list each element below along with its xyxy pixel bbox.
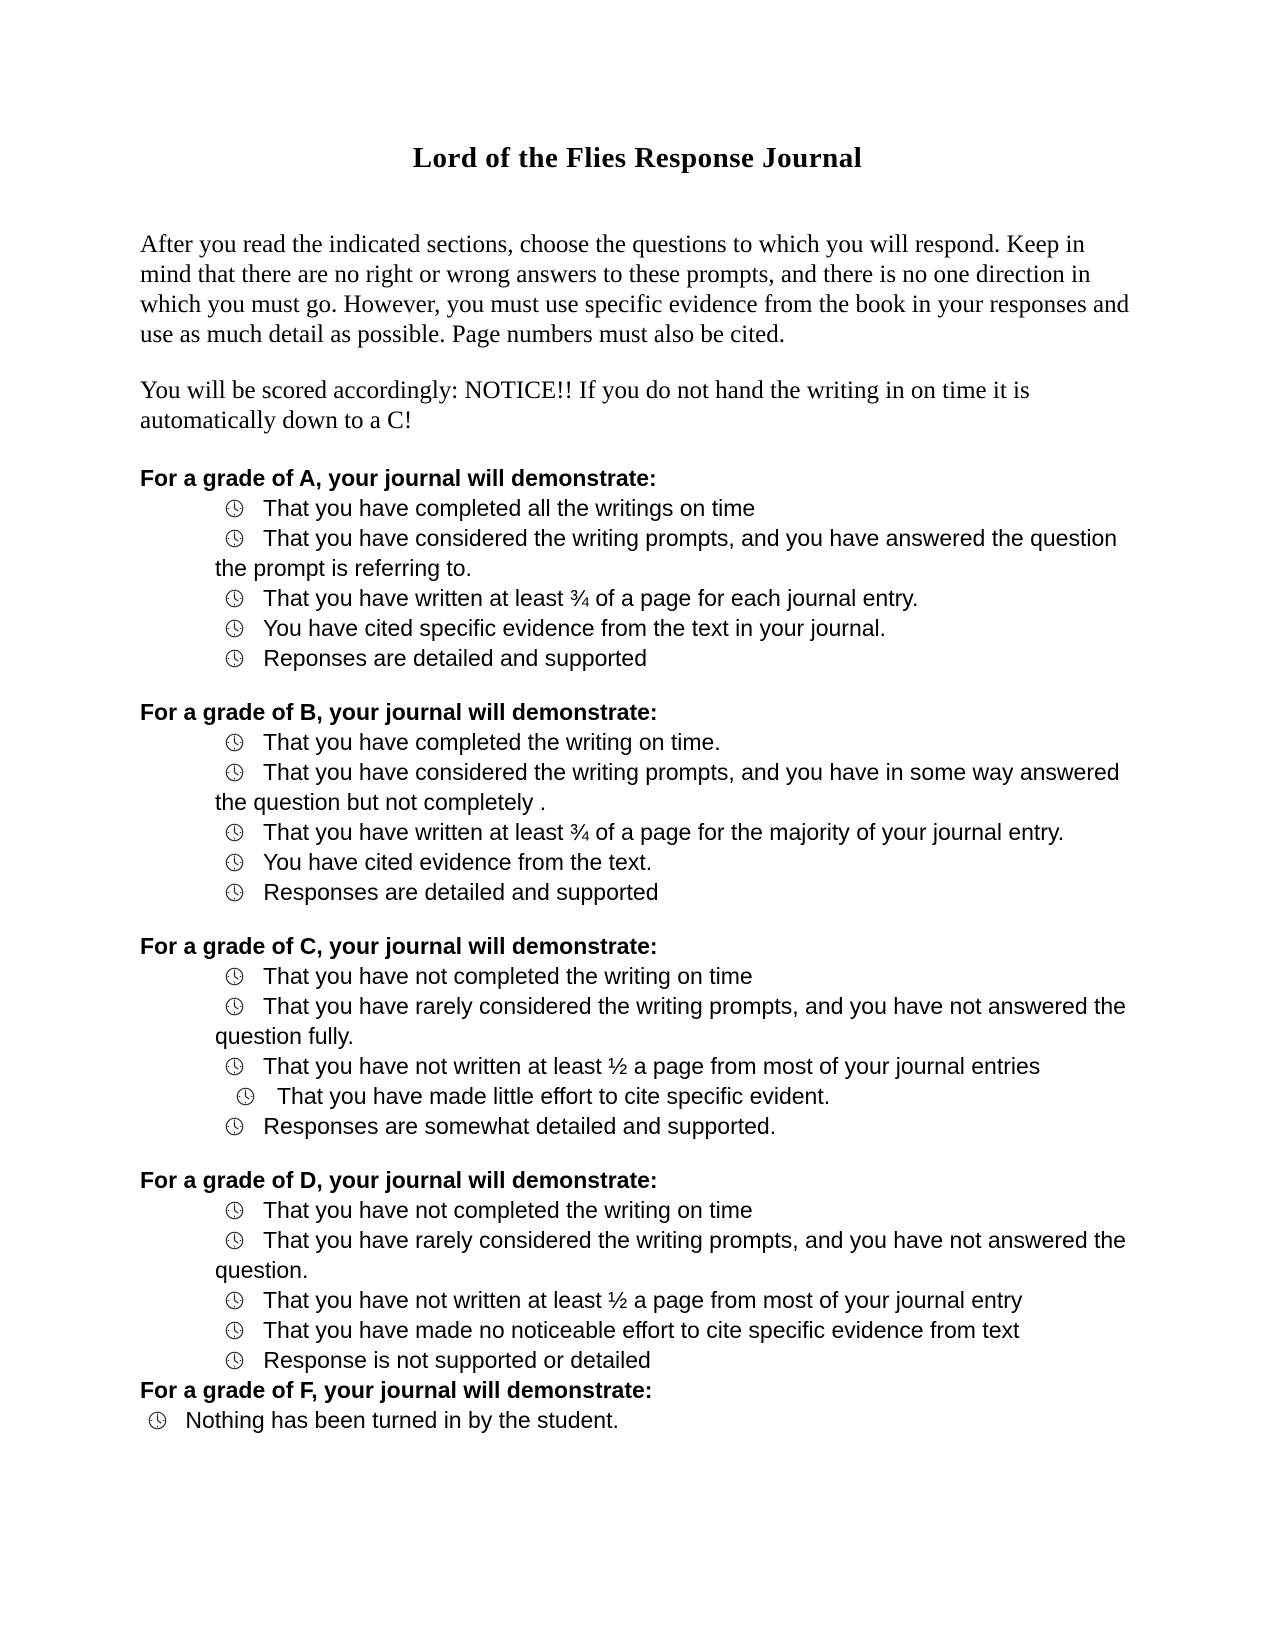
clock-bullet-icon: [225, 1351, 244, 1370]
criteria-item: [215, 961, 1135, 991]
clock-bullet-icon: [225, 733, 244, 752]
grade-c-heading: For a grade of C, your journal will demonstrate:: [140, 933, 658, 959]
grade-a-heading: For a grade of A, your journal will demonstrate:: [140, 465, 657, 491]
criteria-item-text: You have cited specific evidence from the text in your journal.: [262, 615, 887, 641]
criteria-item-text: That you have made no noticeable effort to cite specific evidence from text: [262, 1317, 1020, 1343]
intro-paragraph: After you read the indicated sections, choose the questions to which you will respond. Keep in mind that there are no right or wrong answers to these prompts, and there is no one direction in which you must go. However, you must use specific evidence from the book in your responses and use as much detail as possible. Page numbers must also be cited.: [140, 231, 1130, 348]
criteria-item: [215, 1081, 1135, 1111]
grade-c-criteria-list: [140, 961, 1135, 1141]
clock-bullet-icon: [225, 589, 244, 608]
criteria-item: [215, 1225, 1135, 1285]
criteria-item-text: That you have not completed the writing on time: [262, 1197, 753, 1223]
criteria-item-text: That you have considered the writing prompts, and you have in some way answered the question but not completely .: [215, 759, 1120, 815]
criteria-item-text: That you have not completed the writing on time: [262, 963, 753, 989]
clock-bullet-icon: [225, 1057, 244, 1076]
criteria-item-text: Reponses are detailed and supported: [263, 645, 648, 671]
criteria-item-text: That you have made little effort to cite specific evident.: [276, 1083, 831, 1109]
clock-bullet-icon: [225, 997, 244, 1016]
criteria-item: [215, 1315, 1135, 1345]
clock-bullet-icon: [225, 1321, 244, 1340]
clock-bullet-icon: [225, 499, 244, 518]
clock-bullet-icon: [148, 1411, 167, 1430]
clock-bullet-icon: [225, 763, 244, 782]
grade-d-heading: For a grade of D, your journal will demonstrate:: [140, 1167, 658, 1193]
criteria-item-text: That you have completed all the writings on time: [262, 495, 756, 521]
grade-section-d: [140, 1165, 1135, 1375]
criteria-item-text: That you have not written at least ½ a page from most of your journal entries: [262, 1053, 1041, 1079]
criteria-item-text: Responses are detailed and supported: [263, 879, 659, 905]
clock-bullet-icon: [225, 967, 244, 986]
criteria-item: [215, 817, 1135, 847]
criteria-item-text: That you have considered the writing prompts, and you have answered the question the prompt is referring to.: [215, 525, 1118, 581]
grade-f-criteria-list: [140, 1405, 1135, 1435]
criteria-item: [215, 613, 1135, 643]
criteria-item-text: That you have written at least ¾ of a page for each journal entry.: [262, 585, 919, 611]
criteria-item: [215, 643, 1135, 673]
criteria-item-text: That you have rarely considered the writing prompts, and you have not answered the question.: [215, 1227, 1126, 1283]
clock-bullet-icon: [225, 1291, 244, 1310]
grade-d-criteria-list: [140, 1195, 1135, 1375]
criteria-item-text: Responses are somewhat detailed and supported.: [263, 1113, 777, 1139]
clock-bullet-icon: [225, 619, 244, 638]
clock-bullet-icon: [225, 529, 244, 548]
criteria-item: [215, 757, 1135, 817]
clock-bullet-icon: [225, 1117, 244, 1136]
clock-bullet-icon: [225, 883, 244, 902]
criteria-item: [215, 493, 1135, 523]
grade-section-f: [140, 1375, 1135, 1435]
criteria-item: [215, 1051, 1135, 1081]
clock-bullet-icon: [225, 1231, 244, 1250]
grade-section-a: [140, 463, 1135, 673]
criteria-item: [215, 1195, 1135, 1225]
grade-section-b: [140, 697, 1135, 907]
criteria-item: [215, 727, 1135, 757]
criteria-item: [140, 1405, 1135, 1435]
criteria-item: [215, 1285, 1135, 1315]
criteria-item: [215, 583, 1135, 613]
criteria-item: [215, 523, 1135, 583]
grade-b-heading: For a grade of B, your journal will demonstrate:: [140, 699, 658, 725]
criteria-item-text: That you have not written at least ½ a page from most of your journal entry: [262, 1287, 1023, 1313]
grade-a-criteria-list: [140, 493, 1135, 673]
criteria-item: [215, 847, 1135, 877]
scoring-notice: You will be scored accordingly: NOTICE!! If you do not hand the writing in on time it is automatically down to a C!: [140, 377, 1030, 434]
criteria-item-text: You have cited evidence from the text.: [262, 849, 653, 875]
criteria-item-text: That you have completed the writing on time.: [262, 729, 721, 755]
criteria-item-text: Nothing has been turned in by the student.: [185, 1407, 619, 1433]
criteria-item: [215, 1111, 1135, 1141]
criteria-item-text: That you have rarely considered the writing prompts, and you have not answered the question fully.: [215, 993, 1126, 1049]
clock-bullet-icon: [236, 1087, 255, 1106]
criteria-item: [215, 1345, 1135, 1375]
grade-b-criteria-list: [140, 727, 1135, 907]
clock-bullet-icon: [225, 823, 244, 842]
criteria-item-text: Response is not supported or detailed: [263, 1347, 651, 1373]
criteria-item: [215, 991, 1135, 1051]
criteria-item-text: That you have written at least ¾ of a page for the majority of your journal entry.: [262, 819, 1065, 845]
clock-bullet-icon: [225, 649, 244, 668]
document-title: Lord of the Flies Response Journal: [412, 142, 863, 174]
criteria-item: [215, 877, 1135, 907]
grade-section-c: [140, 931, 1135, 1141]
clock-bullet-icon: [225, 1201, 244, 1220]
clock-bullet-icon: [225, 853, 244, 872]
grade-f-heading: For a grade of F, your journal will demonstrate:: [140, 1377, 653, 1403]
